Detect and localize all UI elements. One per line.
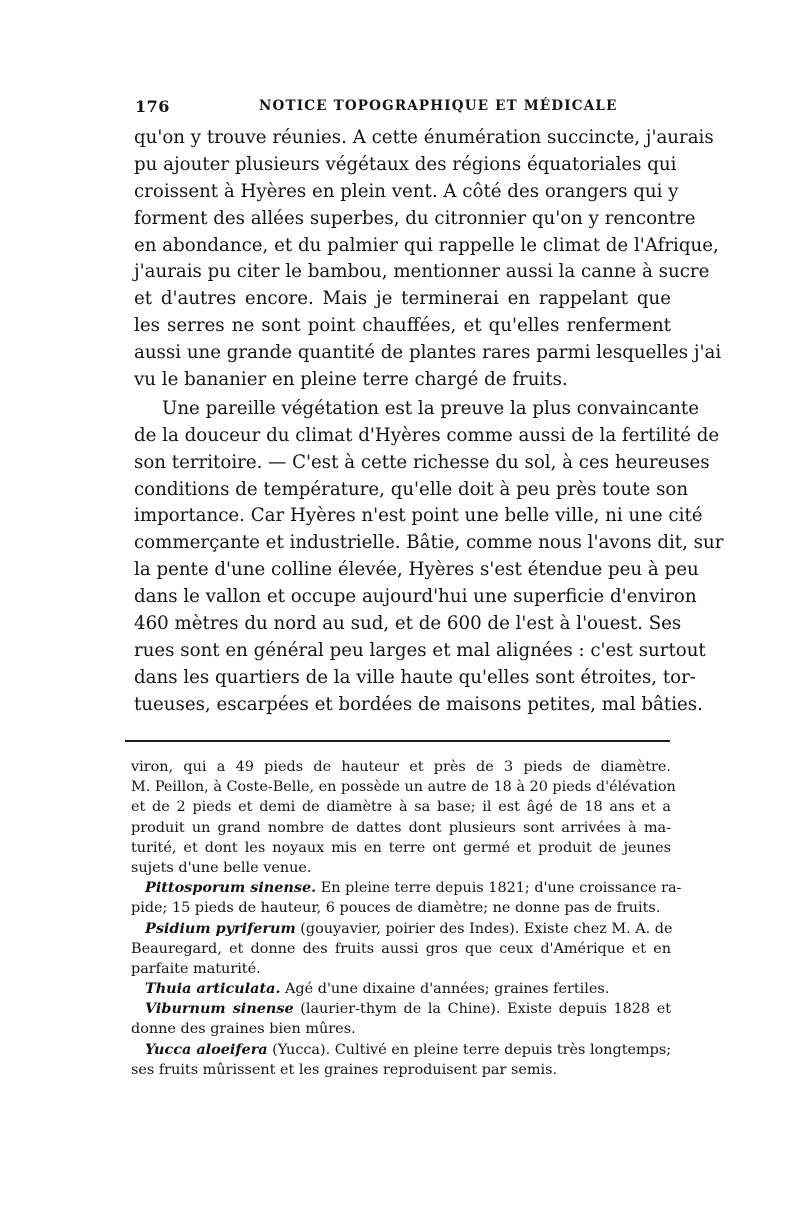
text-line: tueuses, escarpées et bordées de maisons petites, mal bâties. — [134, 693, 703, 715]
footnote-line — [131, 919, 671, 939]
text-line: j'aurais pu citer le bambou, mentionner aussi la canne à sucre — [134, 261, 710, 283]
text-line: Une pareille végétation est la preuve la plus convaincante — [162, 397, 699, 419]
footnote-entry-viburnum — [131, 999, 671, 1039]
paragraph-2 — [134, 396, 724, 719]
footnote-text: (Yucca). Cultivé en pleine terre depuis très longtemps; — [267, 1041, 672, 1058]
footnote-text: (laurier-thym de la Chine). Existe depuis 1828 et — [293, 1001, 671, 1018]
species-name: Yucca aloeifera — [145, 1040, 268, 1058]
footnote-line — [131, 1040, 671, 1060]
text-line: vu le bananier en pleine terre chargé de fruits. — [134, 369, 568, 391]
footnote-line: produit un grand nombre de dattes dont plusieurs sont arrivées à ma- — [131, 819, 671, 836]
text-line: conditions de température, qu'elle doit à peu près toute son — [134, 478, 689, 500]
footnote-line: viron, qui a 49 pieds de hauteur et près de 3 pieds de diamètre. — [131, 759, 671, 775]
text-line: pu ajouter plusieurs végétaux des régions équatoriales qui — [134, 153, 677, 175]
text-line: en abondance, et du palmier qui rappelle le climat de l'Afrique, — [134, 234, 719, 256]
footnote-text: (gouyavier, poirier des Indes). Existe chez M. A. de — [295, 920, 673, 937]
text-line: son territoire. — C'est à cette richesse du sol, à ces heureuses — [134, 451, 710, 473]
text-line: la pente d'une colline élevée, Hyères s'est étendue peu à peu — [134, 559, 699, 581]
text-line: les serres ne sont point chauffées, et qu'elles renferment — [134, 315, 671, 337]
text-line: forment des allées superbes, du citronnier qu'on y rencontre — [134, 207, 696, 229]
text-line: aussi une grande quantité de plantes rares parmi lesquelles j'ai — [134, 342, 722, 364]
text-line: dans le vallon et occupe aujourd'hui une superficie d'environ — [134, 586, 697, 608]
footnote-line: parfaite maturité. — [131, 960, 261, 977]
footnote-continuation — [131, 757, 676, 878]
footnote-line: ses fruits mûrissent et les graines reproduisent par semis. — [131, 1061, 558, 1078]
page-number: 176 — [135, 97, 170, 116]
footnote-entry-thuia — [131, 979, 671, 999]
footnote-line: turité, et dont les noyaux mis en terre ont germé et produit de jeunes — [131, 839, 671, 856]
footnote-line — [131, 979, 671, 999]
footnote-text: En pleine terre depuis 1821; d'une croissance ra- — [316, 880, 682, 897]
footnote-entry-pittosporum — [131, 878, 682, 918]
footnote-line — [131, 878, 682, 898]
footnote-rule — [125, 740, 670, 742]
footnote-text: Agé d'une dixaine d'années; graines fertiles. — [280, 981, 610, 998]
text-line: croissent à Hyères en plein vent. A côté des orangers qui y — [134, 180, 679, 202]
footnote-line: et de 2 pieds et demi de diamètre à sa base; il est âgé de 18 ans et a — [131, 799, 671, 816]
running-head — [135, 97, 670, 121]
text-line: dans les quartiers de la ville haute qu'elles sont étroites, tor- — [134, 666, 696, 688]
species-name: Thuia articulata. — [145, 980, 281, 998]
text-line: de la douceur du climat d'Hyères comme aussi de la fertilité de — [134, 424, 720, 446]
footnote-entry-psidium — [131, 919, 671, 980]
running-title: NOTICE TOPOGRAPHIQUE ET MÉDICALE — [259, 98, 618, 114]
paragraph-1 — [134, 125, 722, 394]
text-line: importance. Car Hyères n'est point une belle ville, ni une cité — [134, 505, 703, 527]
text-line: rues sont en général peu larges et mal alignées : c'est surtout — [134, 639, 706, 661]
footnote-line: donne des graines bien mûres. — [131, 1021, 356, 1038]
species-name: Psidium pyriferum — [145, 919, 296, 937]
body-text — [134, 125, 724, 719]
footnote-line: pide; 15 pieds de hauteur, 6 pouces de diamètre; ne donne pas de fruits. — [131, 900, 661, 917]
species-name: Viburnum sinense — [145, 1000, 294, 1018]
text-line: qu'on y trouve réunies. A cette énumération succincte, j'aurais — [134, 127, 714, 148]
footnote-entry-yucca — [131, 1040, 671, 1080]
footnotes — [131, 757, 682, 1080]
footnote-line: M. Peillon, à Coste-Belle, en possède un autre de 18 à 20 pieds d'élévation — [131, 779, 676, 796]
footnote-line: sujets d'une belle venue. — [131, 859, 312, 876]
species-name: Pittosporum sinense. — [145, 879, 317, 897]
footnote-line: Beauregard, et donne des fruits aussi gros que ceux d'Amérique et en — [131, 940, 671, 957]
text-line: 460 mètres du nord au sud, et de 600 de l'est à l'ouest. Ses — [134, 613, 682, 635]
footnote-line — [131, 999, 671, 1019]
text-line: commerçante et industrielle. Bâtie, comme nous l'avons dit, sur — [134, 532, 724, 554]
text-line: et d'autres encore. Mais je terminerai en rappelant que — [134, 288, 671, 310]
